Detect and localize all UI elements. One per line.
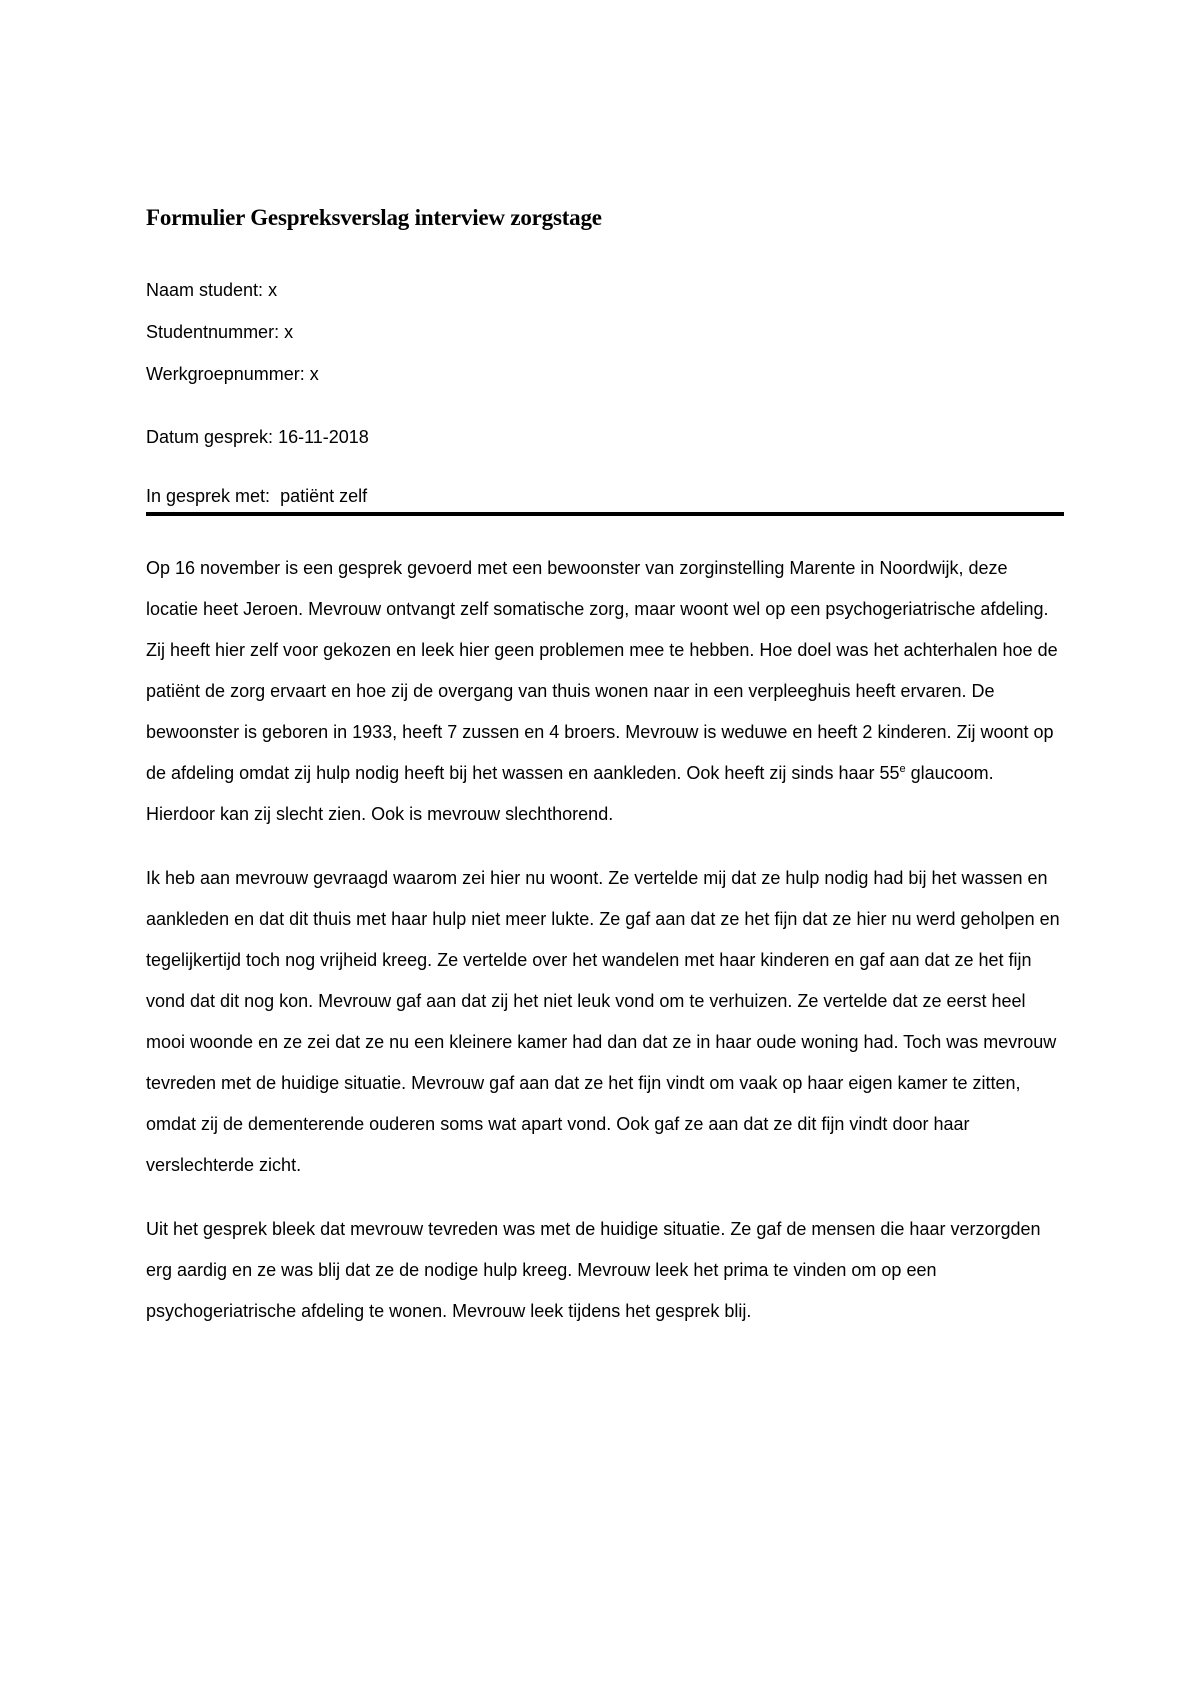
paragraph-introduction xyxy=(146,548,1064,835)
document-title: Formulier Gespreksverslag interview zorgstage xyxy=(146,205,602,230)
paragraph-text: Op 16 november is een gesprek gevoerd met een bewoonster van zorginstelling Marente in Noordwijk, deze locatie heet Jeroen. Mevrouw ontvangt zelf somatische zorg, maar woont wel op een psychogeriatrische afdeling. Zij heeft hier zelf voor gekozen en leek hier geen problemen mee te hebben. Hoe doel was het achterhalen hoe de patiënt de zorg ervaart en hoe zij de overgang van thuis wonen naar in een verpleeghuis heeft ervaren. De bewoonster is geboren in 1933, heeft 7 zussen en 4 broers. Mevrouw is weduwe en heeft 2 kinderen. Zij woont op de afdeling omdat zij hulp nodig heeft bij het wassen en aankleden. Ook heeft zij sinds haar 55 xyxy=(146,558,1058,783)
field-label: Studentnummer: xyxy=(146,322,280,342)
field-label: Werkgroepnummer: xyxy=(146,364,305,384)
field-student-number xyxy=(146,322,293,343)
field-interview-with xyxy=(146,486,367,507)
field-workgroup-number xyxy=(146,364,319,385)
paragraph-text: glaucoom. Hierdoor kan zij slecht zien. Ook is mevrouw slechthorend. xyxy=(146,763,994,824)
field-label: Naam student: xyxy=(146,280,264,300)
field-label: In gesprek met: xyxy=(146,486,271,506)
document-content xyxy=(146,205,1066,1321)
paragraph-conclusion: Uit het gesprek bleek dat mevrouw tevreden was met de huidige situatie. Ze gaf de mensen die haar verzorgden erg aardig en ze was blij dat ze de nodige hulp kreeg. Mevrouw leek het prima te vinden om op een psychogeriatrische afdeling te wonen. Mevrouw leek tijdens het gesprek blij. xyxy=(146,1219,1041,1321)
superscript-ordinal: e xyxy=(899,763,906,775)
report-body xyxy=(146,548,1064,1355)
field-value: 16-11-2018 xyxy=(278,427,369,447)
field-value: x xyxy=(309,364,319,384)
horizontal-rule xyxy=(146,512,1064,516)
field-interview-date xyxy=(146,427,369,448)
field-label: Datum gesprek: xyxy=(146,427,274,447)
field-value: x xyxy=(268,280,278,300)
field-value: patiënt zelf xyxy=(280,486,368,506)
paragraph-interview: Ik heb aan mevrouw gevraagd waarom zei hier nu woont. Ze vertelde mij dat ze hulp nodig had bij het wassen en aankleden en dat dit thuis met haar hulp niet meer lukte. Ze gaf aan dat ze het fijn dat ze hier nu werd geholpen en tegelijkertijd toch nog vrijheid kreeg. Ze vertelde over het wandelen met haar kinderen en gaf aan dat ze het fijn vond dat dit nog kon. Mevrouw gaf aan dat zij het niet leuk vond om te verhuizen. Ze vertelde dat ze eerst heel mooi woonde en ze zei dat ze nu een kleinere kamer had dan dat ze in haar oude woning had. Toch was mevrouw tevreden met de huidige situatie. Mevrouw gaf aan dat ze het fijn vindt om vaak op haar eigen kamer te zitten, omdat zij de dementerende ouderen soms wat apart vond. Ook gaf ze aan dat ze dit fijn vindt door haar verslechterde zicht. xyxy=(146,868,1060,1175)
field-student-name xyxy=(146,280,277,301)
field-value: x xyxy=(284,322,294,342)
